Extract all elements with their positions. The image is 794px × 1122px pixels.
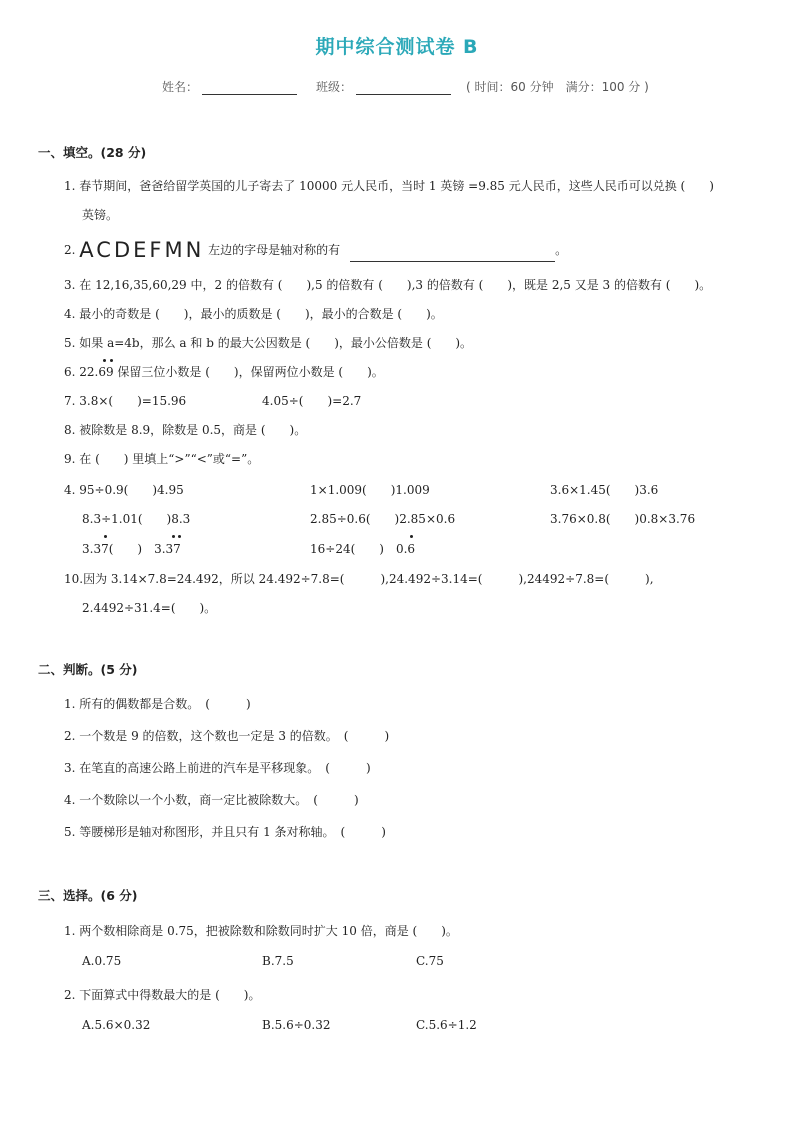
fill-q9-r3c1: 3.37( ) 3.37 — [82, 542, 181, 556]
choice-q2-option-a[interactable]: A.5.6×0.32 — [82, 1018, 151, 1032]
name-field-group — [162, 78, 297, 95]
class-blank[interactable] — [356, 81, 451, 95]
section-judge-heading: 二、判断。(5 分) — [38, 662, 138, 677]
fill-q9-r1c2: 1×1.009( )1.009 — [310, 483, 430, 497]
repeating-dot-mark — [104, 535, 107, 538]
fill-q2-letters: ACDEFMN — [79, 238, 205, 262]
time-info: ( 时间：60 分钟 满分：100 分 ) — [466, 80, 649, 94]
name-blank[interactable] — [202, 81, 297, 95]
fill-q2 — [64, 238, 567, 262]
fill-q4: 4. 最小的奇数是 ( )，最小的质数是 ( )，最小的合数是 ( )。 — [64, 307, 443, 321]
fill-q7-left: 7. 3.8×( )=15.96 — [64, 394, 187, 408]
page-title: 期中综合测试卷 B — [315, 36, 479, 58]
fill-q9-r2c3: 3.76×0.8( )0.8×3.76 — [550, 512, 696, 526]
judge-q3: 3. 在笔直的高速公路上前进的汽车是平移现象。 ( ) — [64, 761, 371, 775]
judge-q4: 4. 一个数除以一个小数，商一定比被除数大。 ( ) — [64, 793, 359, 807]
fill-q8: 8. 被除数是 8.9，除数是 0.5，商是 ( )。 — [64, 423, 307, 437]
class-field-group — [316, 78, 451, 95]
choice-q1: 1. 两个数相除商是 0.75，把被除数和除数同时扩大 10 倍，商是 ( )。 — [64, 924, 458, 938]
fill-q9-r1c3: 3.6×1.45( )3.6 — [550, 483, 659, 497]
fill-q2-answer-line[interactable] — [350, 249, 555, 262]
repeating-dot-mark — [172, 535, 175, 538]
judge-q5: 5. 等腰梯形是轴对称图形，并且只有 1 条对称轴。 ( ) — [64, 825, 386, 839]
fill-q2-end: 。 — [555, 243, 568, 257]
fill-q2-number: 2. — [64, 243, 76, 257]
choice-q1-option-a[interactable]: A.0.75 — [82, 954, 122, 968]
name-label: 姓名： — [162, 80, 199, 94]
fill-q9-r1c1: 4. 95÷0.9( )4.95 — [64, 483, 184, 497]
fill-q1-line2: 英镑。 — [82, 208, 119, 222]
choice-q2-option-b[interactable]: B.5.6÷0.32 — [262, 1018, 331, 1032]
fill-q1-line1: 1. 春节期间，爸爸给留学英国的儿子寄去了 10000 元人民币，当时 1 英镑 =9.85 元人民币，这些人民币可以兑换 ( ) — [64, 179, 714, 193]
section-fill-heading: 一、填空。(28 分) — [38, 145, 147, 160]
fill-q7-right: 4.05÷( )=2.7 — [262, 394, 362, 408]
fill-q9-r3c2: 16÷24( ) 0.6 — [310, 542, 416, 556]
fill-q3: 3. 在 12,16,35,60,29 中，2 的倍数有 ( ),5 的倍数有 ( ),3 的倍数有 ( )，既是 2,5 又是 3 的倍数有 ( )。 — [64, 278, 712, 292]
section-choice-heading: 三、选择。(6 分) — [38, 888, 138, 903]
fill-q5: 5. 如果 a=4b，那么 a 和 b 的最大公因数是 ( )，最小公倍数是 ( )。 — [64, 336, 473, 350]
choice-q1-option-b[interactable]: B.7.5 — [262, 954, 294, 968]
class-label: 班级： — [316, 80, 353, 94]
judge-q1: 1. 所有的偶数都是合数。 ( ) — [64, 697, 251, 711]
choice-q1-option-c[interactable]: C.75 — [416, 954, 444, 968]
fill-q9-r2c2: 2.85÷0.6( )2.85×0.6 — [310, 512, 456, 526]
repeating-dot-mark — [178, 535, 181, 538]
choice-q2-option-c[interactable]: C.5.6÷1.2 — [416, 1018, 477, 1032]
choice-q2: 2. 下面算式中得数最大的是 ( )。 — [64, 988, 261, 1002]
judge-q2: 2. 一个数是 9 的倍数，这个数也一定是 3 的倍数。 ( ) — [64, 729, 390, 743]
fill-q10-line1: 10.因为 3.14×7.8=24.492，所以 24.492÷7.8=( ),24.492÷3.14=( ),24492÷7.8=( ), — [64, 572, 654, 586]
fill-q10-line2: 2.4492÷31.4=( )。 — [82, 601, 217, 615]
repeating-dot-mark — [410, 535, 413, 538]
fill-q2-text: 左边的字母是轴对称的有 — [208, 243, 341, 257]
repeating-dot-mark — [103, 359, 106, 362]
fill-q6: 6. 22.69 保留三位小数是 ( )，保留两位小数是 ( )。 — [64, 365, 384, 379]
fill-q9: 9. 在 ( ) 里填上“>”“<”或“=”。 — [64, 452, 260, 466]
fill-q9-r2c1: 8.3÷1.01( )8.3 — [82, 512, 191, 526]
repeating-dot-mark — [110, 359, 113, 362]
